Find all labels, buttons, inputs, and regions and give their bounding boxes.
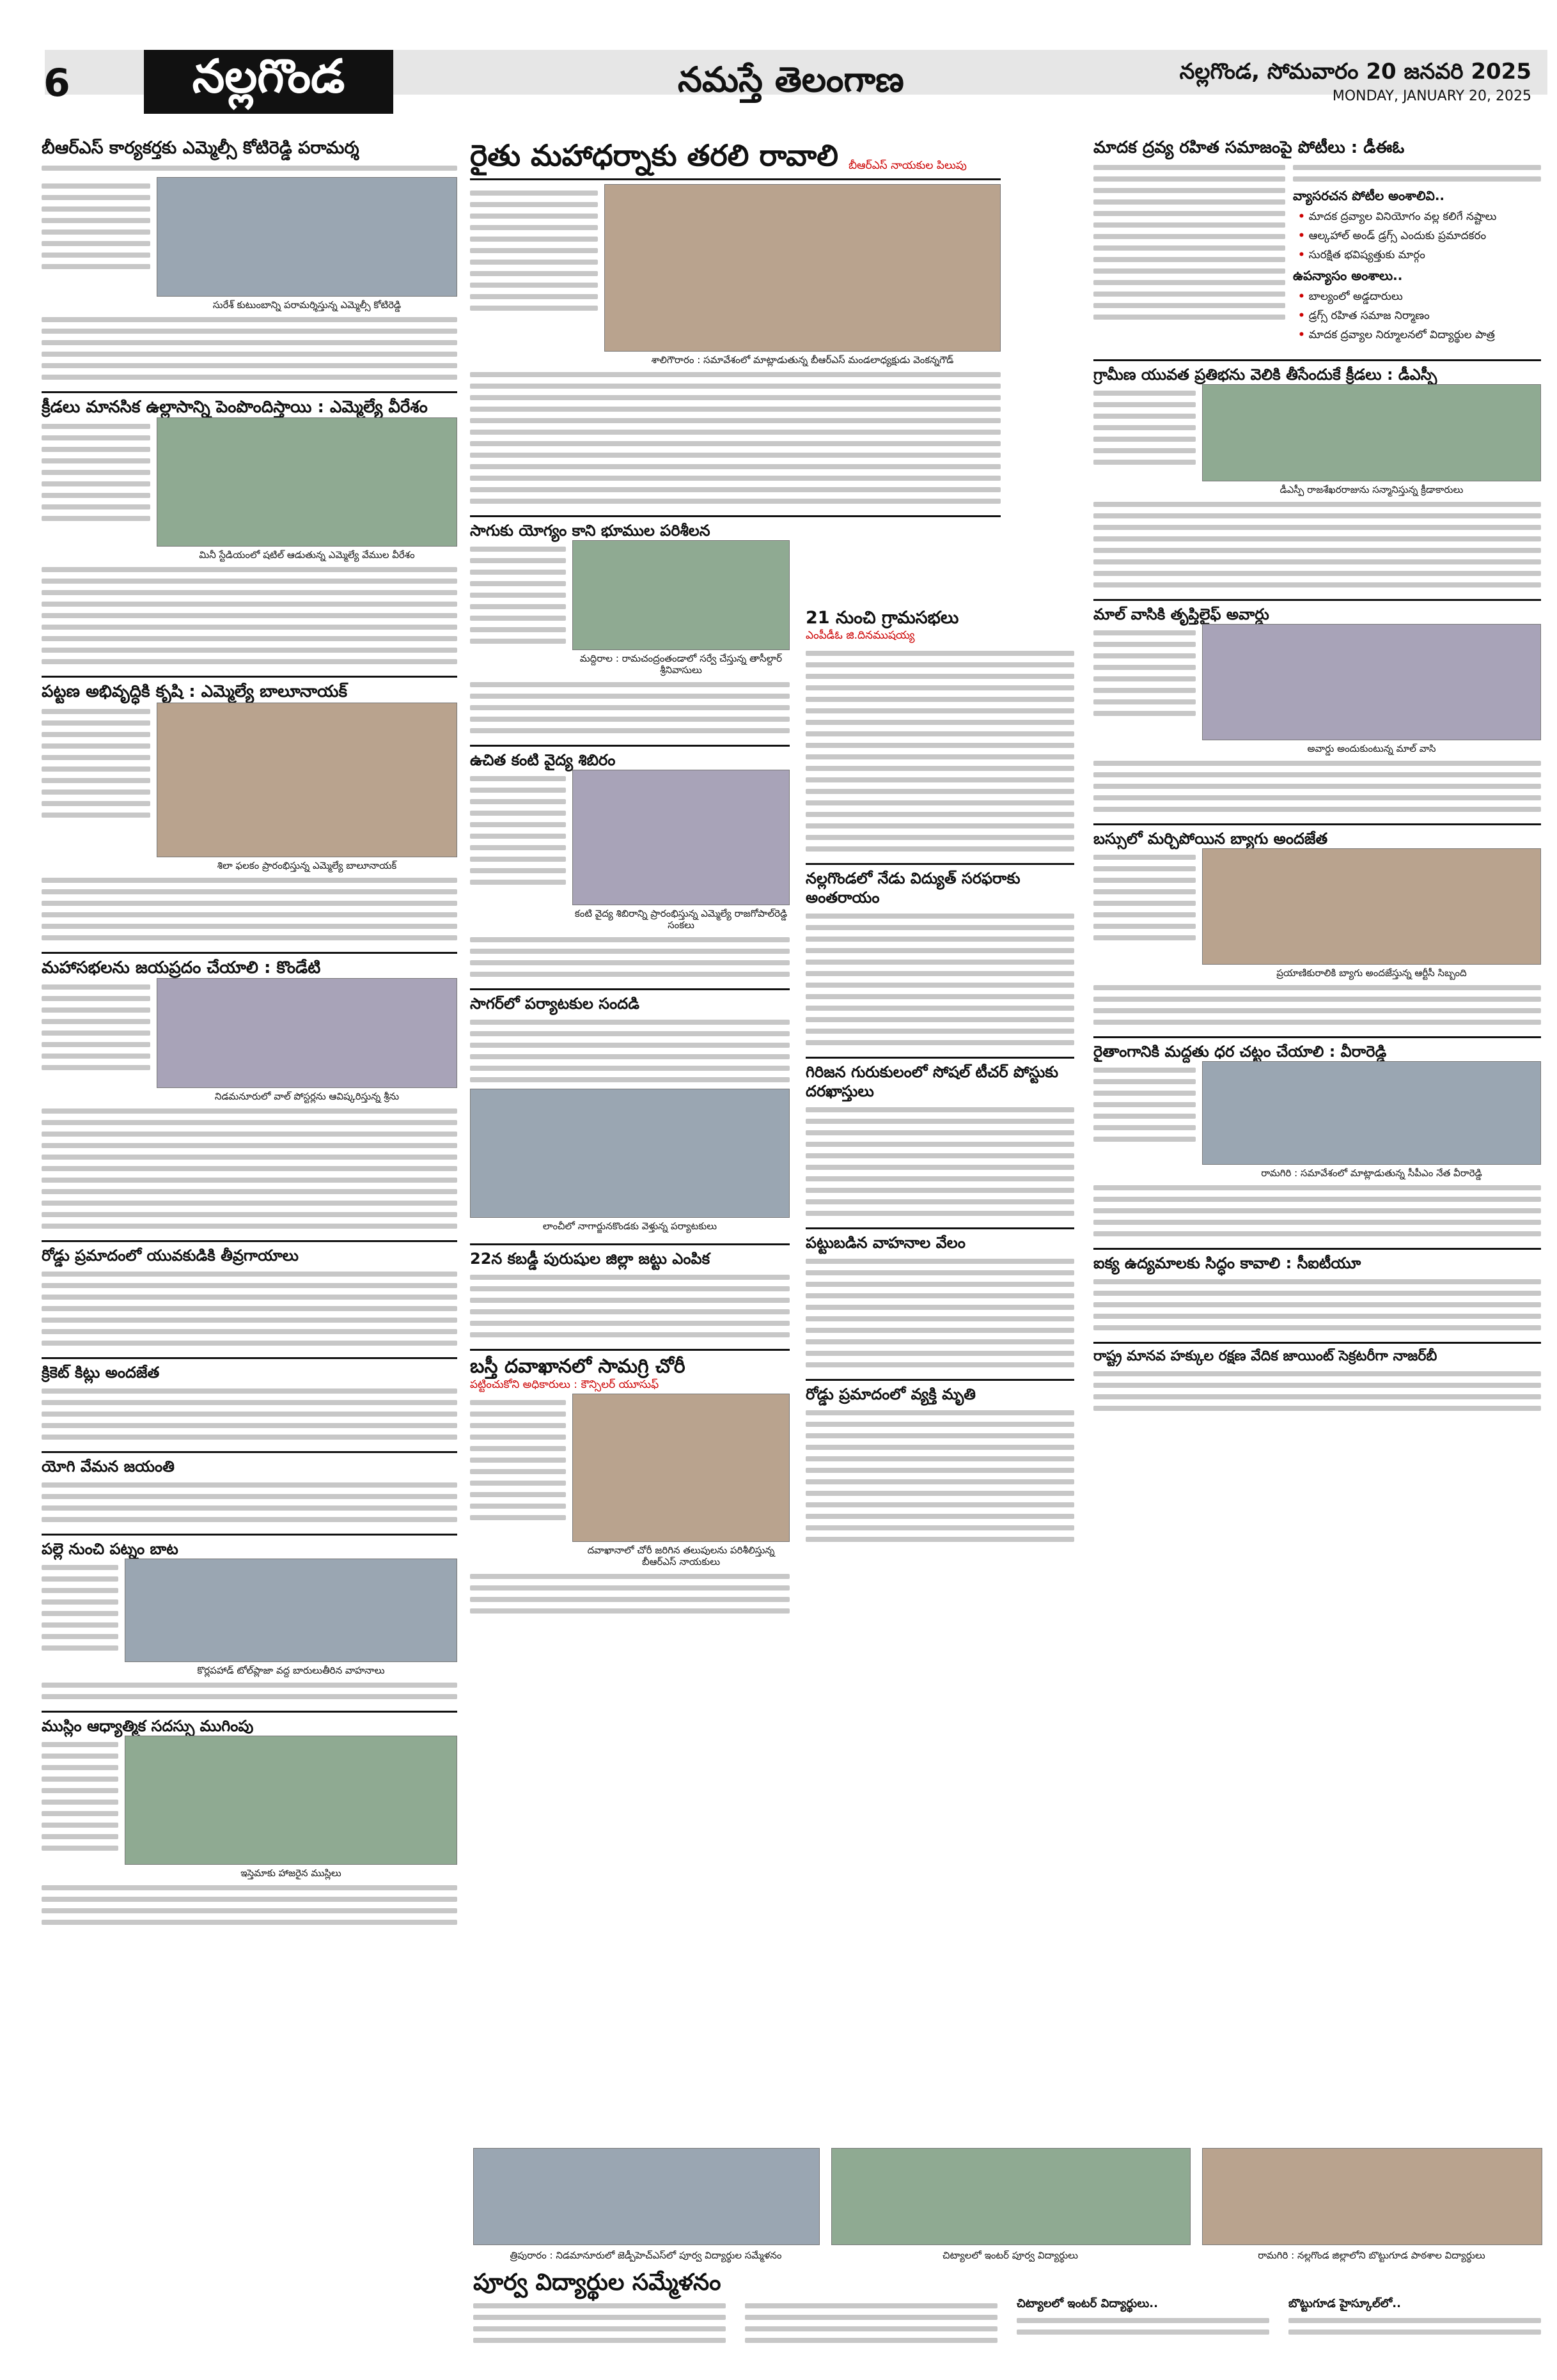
headline: క్రికెట్ కిట్లు అందజేత	[42, 1364, 160, 1382]
topics-box	[1293, 159, 1541, 348]
box-title: ఉపన్యాసం అంశాలు..	[1293, 267, 1403, 283]
story	[1093, 1348, 1541, 1412]
story	[806, 1385, 1074, 1542]
bottom-story	[473, 2268, 1541, 2349]
photo	[1202, 624, 1541, 740]
headline: పూర్వ విద్యార్థుల సమ్మేళనం	[473, 2269, 721, 2296]
photo	[157, 703, 457, 857]
caption: లాంచీలో నాగార్జునకొండకు వెళ్తున్న పర్యాటకులు	[542, 1220, 717, 1232]
story	[470, 137, 1001, 504]
lead-subhead: బీఆర్‌ఎస్ నాయకుల పిలుపు	[848, 159, 967, 172]
newspaper-name: నమస్తే తెలంగాణ	[678, 59, 904, 100]
headline: యోగి వేమన జయంతి	[42, 1458, 175, 1476]
edition-name: నల్లగొండ	[144, 50, 393, 114]
photo	[572, 540, 790, 650]
subhead: చిట్యాలలో ఇంటర్ విద్యార్థులు..	[1017, 2297, 1158, 2310]
column-4	[1093, 137, 1541, 1422]
caption: త్రిపురారం : నిడమానూరులో జెడ్పీహెచ్‌ఎస్‌లో పూర్వ విద్యార్థుల సమ్మేళనం	[510, 2250, 782, 2261]
subhead: బొట్టుగూడ హైస్కూల్‌లో..	[1288, 2297, 1401, 2310]
story	[470, 751, 790, 977]
headline: సాగుకు యోగ్యం కాని భూముల పరిశీలన	[470, 521, 710, 540]
subhead: ఎంపీడీఓ జి.దినముషయ్య	[806, 628, 915, 642]
photo	[1202, 2148, 1542, 2245]
story	[1093, 1042, 1541, 1236]
bullet: • మాదక ద్రవ్యాల నిర్మూలనలో విద్యార్థుల పాత్ర	[1298, 329, 1541, 344]
headline: మాల్ వాసికి తృప్తిలైఫ్ అవార్డు	[1093, 605, 1269, 623]
bottom-photo-strip	[473, 2148, 1541, 2244]
date-telugu: నల్లగొండ, సోమవారం 20 జనవరి 2025	[1179, 59, 1531, 84]
story	[42, 1539, 457, 1699]
headline: రైతాంగానికి మద్దతు ధర చట్టం చేయాలి : వీరారెడ్డి	[1093, 1042, 1387, 1061]
story	[42, 1246, 457, 1346]
lead-headline: రైతు మహాధర్నాకు తరలి రావాలి	[470, 138, 838, 173]
story	[470, 1355, 790, 1614]
caption: శాలిగౌరారం : సమావేశంలో మాట్లాడుతున్న బీఆర్‌ఎస్ మండలాధ్యక్షుడు వెంకన్నగౌడ్	[651, 354, 954, 366]
photo	[157, 417, 457, 547]
bullet: • సురక్షిత భవిష్యత్తుకు మార్గం	[1298, 249, 1541, 264]
story	[470, 1249, 790, 1337]
headline: పట్టుబడిన వాహనాల వేలం	[806, 1233, 966, 1252]
caption: మినీ స్టేడియంలో షటిల్ ఆడుతున్న ఎమ్మెల్యే వేముల వీరేశం	[199, 549, 415, 561]
story	[42, 397, 457, 665]
caption: చిట్యాలలో ఇంటర్ పూర్వ విద్యార్థులు	[943, 2250, 1078, 2261]
story	[42, 1716, 457, 1925]
caption: దవాఖానాలో చోరీ జరిగిన తలుపులను పరిశీలిస్తున్న బీఆర్‌ఎస్ నాయకులు	[587, 1544, 775, 1567]
headline: గిరిజన గురుకులంలో సోషల్ టీచర్ పోస్టుకు దరఖాస్తులు	[806, 1062, 1059, 1100]
story	[470, 994, 790, 1232]
headline: గ్రామీణ యువత ప్రతిభను వెలికి తీసేందుకే క్రీడలు : డీఎస్పీ	[1093, 365, 1437, 384]
photo	[604, 184, 1001, 352]
photo	[572, 770, 790, 905]
story	[806, 1062, 1074, 1216]
photo	[831, 2148, 1191, 2245]
photo	[157, 978, 457, 1088]
story	[1093, 137, 1541, 348]
photo	[470, 1089, 790, 1218]
headline: క్రీడలు మానసిక ఉల్లాసాన్ని పెంపొందిస్తాయి : ఎమ్మెల్యే వీరేశం	[42, 397, 428, 417]
caption: రామగిరి : సమావేశంలో మాట్లాడుతున్న సీపీఎం నేత వీరారెడ్డి	[1261, 1167, 1482, 1179]
caption: ప్రయాణికురాలికి బ్యాగు అందజేస్తున్న ఆర్టీసీ సిబ్బంది	[1276, 967, 1467, 979]
photo	[1202, 384, 1541, 481]
caption: సురేశ్ కుటుంబాన్ని పరామర్శిస్తున్న ఎమ్మెల్సీ కోటిరెడ్డి	[212, 299, 402, 311]
bullet: • మాదక ద్రవ్యాల వినియోగం వల్ల కలిగే నష్టాలు	[1298, 210, 1541, 226]
photo	[1202, 848, 1541, 965]
headline: ఐక్య ఉద్యమాలకు సిద్ధం కావాలి : సీఐటీయూ	[1093, 1254, 1361, 1272]
headline: ఉచిత కంటి వైద్య శిబిరం	[470, 751, 616, 769]
story	[1093, 1254, 1541, 1330]
headline: సాగర్‌లో పర్యాటకుల సందడి	[470, 994, 640, 1013]
photo	[125, 1559, 457, 1662]
column-1	[42, 137, 457, 1936]
headline: 21 నుంచి గ్రామసభలు	[806, 608, 959, 628]
headline: 22న కబడ్డీ పురుషుల జిల్లా జట్టు ఎంపిక	[470, 1249, 710, 1268]
caption: కంటి వైద్య శిబిరాన్ని ప్రారంభిస్తున్న ఎమ్మెల్యే రాజగోపాల్‌రెడ్డి సంకలు	[574, 907, 788, 931]
caption: డీఎస్పీ రాజశేఖరరాజును సన్మానిస్తున్న క్రీడాకారులు	[1279, 483, 1464, 495]
headline: బస్తీ దవాఖానలో సామగ్రి చోరీ	[470, 1355, 685, 1378]
caption: మద్దిరాల : రామచంద్రంతండాలో సర్వే చేస్తున్న తాసీల్దార్ శ్రీనివాసులు	[579, 652, 783, 676]
photo	[473, 2148, 820, 2245]
caption: రామగిరి : నల్లగొండ జిల్లాలోని బొట్టుగూడ పాఠశాల విద్యార్థులు	[1258, 2250, 1485, 2261]
story	[806, 869, 1074, 1045]
story	[42, 681, 457, 940]
caption: అవార్డు అందుకుంటున్న మాల్ వాసి	[1307, 742, 1436, 754]
caption: శిలా ఫలకం ప్రారంభిస్తున్న ఎమ్మెల్యే బాలూనాయక్	[217, 859, 397, 871]
photo	[1202, 1061, 1541, 1165]
photo	[572, 1394, 790, 1542]
box-title: వ్యాసరచన పోటీల అంశాలివి..	[1293, 187, 1445, 203]
story	[806, 1233, 1074, 1367]
page-number: 6	[43, 61, 70, 105]
bullet: • బాల్యంలో అడ్డదారులు	[1298, 290, 1541, 306]
headline: బస్సులో మర్చిపోయిన బ్యాగు అందజేత	[1093, 829, 1328, 848]
headline: పట్టణ అభివృద్ధికి కృషి : ఎమ్మెల్యే బాలూనాయక్	[42, 682, 348, 702]
story	[470, 521, 790, 733]
headline: మాదక ద్రవ్య రహిత సమాజంపై పోటీలు : డీఈఓ	[1093, 138, 1405, 157]
date-english: MONDAY, JANUARY 20, 2025	[1332, 88, 1531, 104]
headline: రాష్ట్ర మానవ హక్కుల రక్షణ వేదిక జాయింట్ సెక్రటరీగా నాజర్‌బీ	[1093, 1348, 1437, 1364]
subhead: పట్టించుకోని అధికారులు : కౌన్సిలర్ యూసుఫ్	[470, 1378, 659, 1391]
masthead	[0, 0, 1557, 115]
caption: ఇస్తెమాకు హాజరైన ముస్లిలు	[240, 1867, 341, 1879]
headline: ముస్లిం ఆధ్యాత్మిక సదస్సు ముగింపు	[42, 1717, 254, 1736]
story	[42, 1457, 457, 1522]
story	[42, 1363, 457, 1440]
story	[1093, 829, 1541, 1025]
headline: నల్లగొండలో నేడు విద్యుత్ సరఫరాకు అంతరాయం	[806, 869, 1021, 906]
headline: రోడ్డు ప్రమాదంలో యువకుడికి తీవ్రగాయాలు	[42, 1247, 299, 1265]
story	[806, 607, 1074, 852]
headline: మహాసభలను జయప్రదం చేయాలి : కొండేటి	[42, 958, 321, 977]
story	[1093, 365, 1541, 587]
story	[42, 958, 457, 1229]
column-3	[806, 607, 1074, 1553]
story	[42, 137, 457, 380]
caption: నిడమనూరులో వాల్ పోస్టర్లను ఆవిష్కరిస్తున్న శ్రీను	[214, 1091, 400, 1103]
headline: రోడ్డు ప్రమాదంలో వ్యక్తి మృతి	[806, 1385, 976, 1403]
photo	[157, 177, 457, 297]
bullet: • ఆల్కహాల్ అండ్ డ్రగ్స్ ఎందుకు ప్రమాదకరం	[1298, 229, 1541, 245]
bullet: • డ్రగ్స్ రహిత సమాజ నిర్మాణం	[1298, 309, 1541, 325]
headline: పల్లె నుంచి పట్నం బాట	[42, 1540, 178, 1559]
headline: బీఆర్‌ఎస్ కార్యకర్తకు ఎమ్మెల్సీ కోటిరెడ్డి పరామర్శ	[42, 138, 359, 158]
story	[1093, 605, 1541, 812]
caption: కొర్లపహాడ్ టోల్‌ప్లాజా వద్ద బారులుతీరిన వాహనాలు	[197, 1665, 385, 1677]
photo	[125, 1736, 457, 1865]
